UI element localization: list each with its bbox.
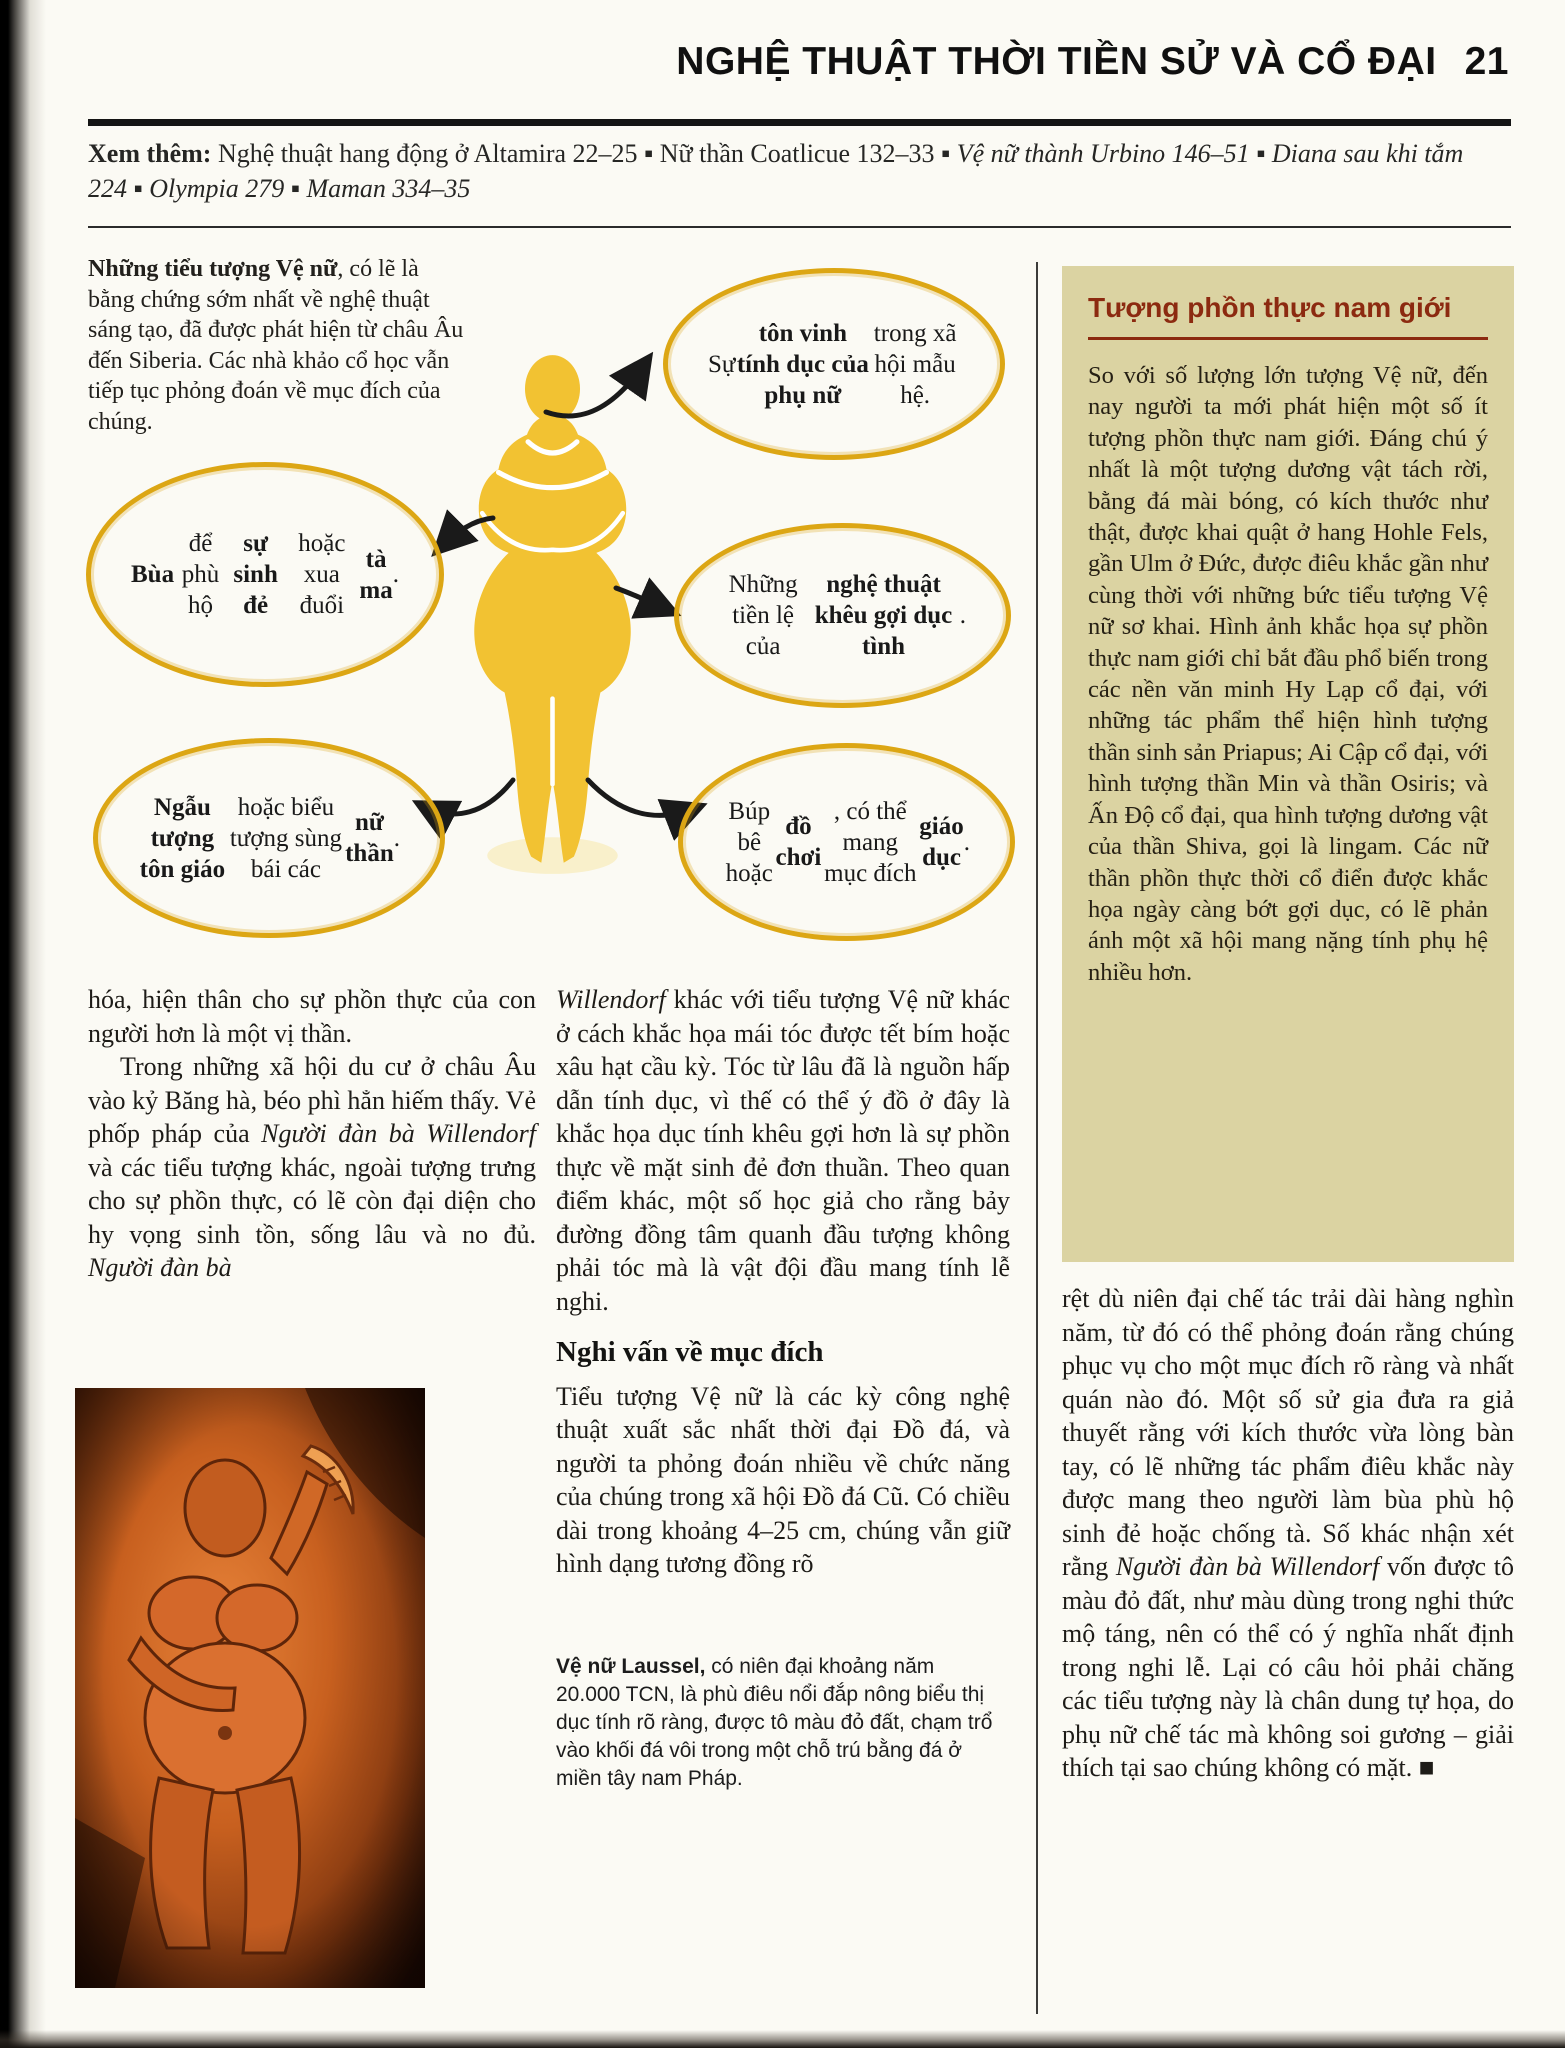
photo-caption: Vệ nữ Laussel, có niên đại khoảng năm 20.000 TCN, là phù điêu nổi đắp nông biểu thị dục tính rõ ràng, được tô màu đỏ đất, chạm trổ vào khối đá vôi trong một chỗ trú bằng đá ở miền tây nam Pháp. <box>556 1654 993 1790</box>
section-heading: Nghi vấn về mục đích <box>556 1336 824 1368</box>
paragraph: hóa, hiện thân cho sự phồn thực của con người hơn là một vị thần. <box>88 985 536 1048</box>
paragraph: Trong những xã hội du cư ở châu Âu vào kỷ Băng hà, béo phì hẳn hiếm thấy. Vẻ phốp pháp của Người đàn bà Willendorf và các tiểu tượng khác, ngoài tượng trưng cho sự phồn thực, có lẽ còn đại diện cho hy vọng sinh tồn, sống lâu và no đủ. Người đàn bà <box>88 1052 536 1282</box>
chapter-title: NGHỆ THUẬT THỜI TIỀN SỬ VÀ CỔ ĐẠI <box>676 40 1437 83</box>
bubble-bua-phu-ho: Bùa để phù hộ sự sinh đẻ hoặc xua đuổi tà ma . <box>86 462 444 687</box>
body-column-3 <box>1062 1282 1514 1785</box>
bubble-tien-le-nghe-thuat: Những tiền lệ của nghệ thuật khêu gợi dục tình . <box>674 523 1011 708</box>
paragraph: Willendorf khác với tiểu tượng Vệ nữ khác ở cách khắc họa mái tóc được tết bím hoặc xâu hạt cầu kỳ. Tóc từ lâu đã là nguồn hấp dẫn tính dục, vì thế có thể ý đồ ở đây là khắc họa dục tính khêu gợi hơn là sự phồn thực về mặt sinh đẻ đơn thuần. Theo quan điểm khác, một số học giả cho rằng bảy đường đồng tâm quanh đầu tượng không phải tóc mà là vật đội đầu mang tính lễ nghi. <box>556 985 1010 1316</box>
page-header <box>676 40 1509 84</box>
sidebar-box-male-fertility <box>1062 266 1514 1262</box>
diagram-intro-text: Những tiểu tượng Vệ nữ, có lẽ là bằng chứng sớm nhất về nghệ thuật sáng tạo, đã được phát hiện từ châu Âu đến Siberia. Các nhà khảo cổ học vẫn tiếp tục phỏng đoán về mục đích của chúng. <box>88 256 464 435</box>
body-column-1 <box>88 983 536 1285</box>
bubble-ngau-tuong-ton-giao: Ngẫu tượng tôn giáo hoặc biểu tượng sùng bái các nữ thần . <box>93 738 445 938</box>
header-rule <box>88 119 1511 126</box>
paragraph: Tiểu tượng Vệ nữ là các kỳ công nghệ thuật xuất sắc nhất thời đại Đồ đá, và người ta phỏng đoán nhiều về chức năng của chúng trong xã hội Đồ đá Cũ. Có chiều dài trong khoảng 4–25 cm, chúng vẫn giữ hình dạng tương đồng rõ <box>556 1381 1010 1578</box>
sidebar-title: Tượng phồn thực nam giới <box>1088 292 1488 340</box>
page-bottom-shadow <box>0 2030 1565 2048</box>
venus-figurine-diagram <box>88 240 1023 958</box>
body-column-2 <box>556 983 1010 1793</box>
see-also-rule <box>88 226 1511 228</box>
sidebar-body: So với số lượng lớn tượng Vệ nữ, đến nay người ta mới phát hiện một số ít tượng phồn thực nam giới. Đáng chú ý nhất là một tượng dương vật tách rời, bằng đá mài bóng, có kích thước như thật, được khai quật ở hang Hohle Fels, gần Ulm ở Đức, được điêu khắc gần như cùng thời với những bức tiểu tượng Vệ nữ sơ khai. Hình ảnh khắc họa sự phồn thực nam giới chỉ bắt đầu phổ biến trong các nền văn minh Hy Lạp cổ đại, với những tác phẩm thể hiện hình tượng thần sinh sản Priapus; Ai Cập cổ đại, với hình tượng thần Min và thần Osiris; và Ấn Độ cổ đại, qua hình tượng dương vật của thần Shiva, gọi là lingam. Các nữ thần phồn thực thời cổ điển được khắc họa ngày càng bớt gợi dục, có lẽ phản ánh một xã hội mang nặng tính phụ hệ nhiều hơn. <box>1088 362 1488 986</box>
venus-of-laussel-image <box>75 1388 425 1988</box>
spine-shadow <box>0 0 46 2048</box>
bubble-bup-be-do-choi: Búp bê hoặc đồ chơi , có thể mang mục đích giáo dục . <box>678 743 1015 941</box>
page-number: 21 <box>1464 40 1509 83</box>
venus-of-laussel-photo <box>75 1388 425 1988</box>
see-also-references: Xem thêm: Nghệ thuật hang động ở Altamira 22–25 ▪ Nữ thần Coatlicue 132–33 ▪ Vệ nữ thành Urbino 146–51 ▪ Diana sau khi tắm 224 ▪ Olympia 279 ▪ Maman 334–35 <box>88 139 1464 203</box>
venus-figurine-illustration <box>450 348 655 878</box>
bubble-ton-vinh-tinh-duc: Sự tôn vinh tính dục của phụ nữ trong xã hội mẫu hệ. <box>663 268 1005 460</box>
paragraph: rệt dù niên đại chế tác trải dài hàng nghìn năm, từ đó có thể phỏng đoán rằng chúng phục vụ cho một mục đích rõ ràng và nhất quán nào đó. Một số sử gia đưa ra giả thuyết rằng với kích thước vừa lòng bàn tay, có lẽ những tác phẩm điêu khắc này được mang theo người làm bùa phù hộ sinh đẻ hoặc chống tà. Số khác nhận xét rằng Người đàn bà Willendorf vốn được tô màu đỏ đất, như màu dùng trong nghi thức mộ táng, nên có thể có ý nghĩa nhất định trong nghi lễ. Lại có câu hỏi phải chăng các tiểu tượng này là chân dung tự họa, do phụ nữ chế tác mà không soi gương – giải thích tại sao chúng không có mặt. ■ <box>1062 1284 1514 1782</box>
column-divider-rule <box>1036 262 1038 2014</box>
